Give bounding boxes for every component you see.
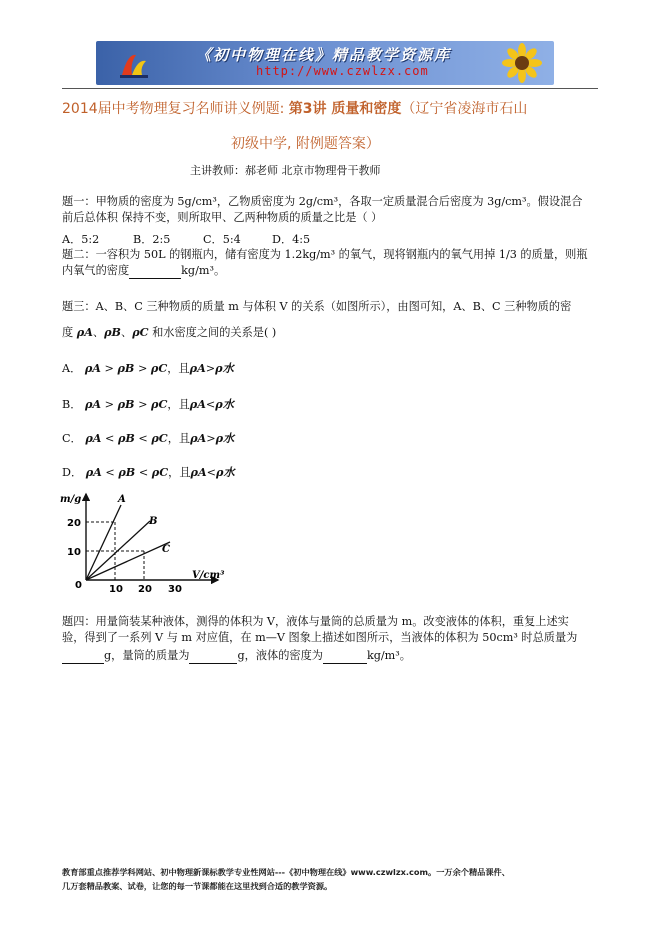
operator: < — [206, 466, 217, 479]
rho-term: ρ水 — [216, 465, 235, 479]
rho-b: ρB — [104, 325, 121, 339]
q2-answer-blank — [129, 266, 181, 279]
rho-term: ρ水 — [215, 397, 234, 411]
q3-line2-pre: 度 — [62, 326, 77, 339]
conjunction: ，且 — [167, 362, 190, 375]
footer-line2: 几万套精品教案、试卷，让您的每一节课都能在这里找到合适的教学资源。 — [62, 881, 333, 891]
rho-term: ρB — [117, 431, 135, 445]
title-part2: （辽宁省凌海市石山 — [401, 101, 528, 117]
q4-line2: 验，得到了一系列 V 与 m 对应值，在 m—V 图象上描述如图所示，当液体的体积为 50cm³ 时总质量为 — [62, 631, 578, 644]
rho-term: ρA — [85, 465, 102, 479]
q1-option-d: D．4:5 — [272, 233, 311, 246]
q1-line2: 前后总体积 保持不变，则所取甲、乙两种物质的质量之比是（ ） — [62, 211, 383, 224]
q1-option-b: B．2:5 — [133, 233, 171, 246]
rho-term: ρC — [151, 431, 168, 445]
sunflower-icon — [500, 43, 544, 83]
rho-term: ρB — [118, 465, 136, 479]
q4-blank-density — [323, 651, 367, 664]
line-a — [86, 505, 121, 580]
operator: < — [138, 466, 149, 479]
q3-sep-1: 、 — [92, 326, 105, 339]
header-rule — [62, 88, 598, 89]
option-label: D． — [62, 466, 83, 479]
q2-line2-pre: 内氧气的密度 — [62, 264, 130, 277]
rho-term: ρC — [151, 397, 168, 411]
line-c-label: C — [162, 544, 170, 555]
rho-term: ρA — [84, 397, 102, 411]
q2-line1: 题二：一容积为 50L 的钢瓶内，储有密度为 1.2kg/m³ 的氧气，现将钢瓶内的氧气用掉 1/3 的质量，则瓶 — [62, 248, 588, 261]
conjunction: ，且 — [168, 466, 191, 479]
rho-c: ρC — [132, 325, 149, 339]
rho-term: ρ水 — [215, 361, 234, 375]
rho-a: ρA — [76, 325, 93, 339]
line-c — [86, 542, 170, 580]
y-axis-label: m/g — [60, 494, 82, 505]
header-banner — [96, 41, 554, 85]
x-axis-label: V/cm³ — [192, 570, 225, 581]
q4-line3-a: g，量筒的质量为 — [104, 649, 190, 662]
y-tick-10: 10 — [67, 547, 81, 558]
rho-term: ρA — [189, 361, 206, 375]
q3-option-b — [62, 396, 234, 412]
line-b-label: B — [149, 516, 158, 527]
y-tick-20: 20 — [67, 518, 81, 529]
operator: > — [104, 362, 114, 375]
conjunction: ，且 — [167, 432, 191, 445]
rho-term: ρ水 — [215, 431, 235, 445]
q4-line1: 题四：用量筒装某种液体，测得的体积为 V，液体与量筒的总质量为 m。改变液体的体积，重复上述实 — [62, 615, 569, 628]
banner-title: 《初中物理在线》精品教学资源库 — [196, 46, 452, 64]
page-title-line2: 初级中学, 附例题答案） — [231, 136, 380, 152]
rho-term: ρB — [117, 397, 135, 411]
title-lesson: 第3讲 质量和密度 — [288, 101, 402, 117]
operator: > — [137, 362, 148, 375]
q1-option-c: C．5:4 — [203, 233, 241, 246]
q3-line2 — [62, 324, 276, 341]
q3-option-a — [62, 360, 234, 376]
line-b — [86, 521, 150, 580]
operator: < — [105, 466, 115, 479]
option-label: A． — [62, 362, 82, 375]
q3-option-d — [62, 464, 235, 480]
page-footer — [62, 865, 602, 893]
conjunction: ，且 — [167, 398, 190, 411]
operator: < — [138, 432, 148, 445]
q4-line3 — [62, 648, 411, 664]
operator: > — [206, 432, 216, 445]
operator: < — [105, 432, 115, 445]
footer-line1: 教育部重点推荐学科网站、初中物理新课标教学专业性网站---《初中物理在线》www.czwlzx.com。一万余个精品课件、 — [62, 867, 510, 877]
q4-line3-b: g，液体的密度为 — [237, 649, 323, 662]
rho-term: ρA — [190, 431, 207, 445]
site-logo-icon — [118, 49, 150, 79]
rho-term: ρA — [84, 361, 101, 375]
rho-term: ρC — [150, 361, 168, 375]
q2-line2 — [62, 263, 225, 279]
operator: > — [205, 362, 216, 375]
q4-line3-c: kg/m³。 — [366, 649, 411, 662]
q3-sep-2: 、 — [120, 326, 133, 339]
q4-blank-cylinder-mass — [189, 651, 237, 664]
option-label: B． — [62, 398, 82, 411]
operator: > — [104, 398, 115, 411]
q3-line2-post: 和水密度之间的关系是( ) — [148, 326, 277, 339]
operator: > — [138, 398, 148, 411]
operator: < — [205, 398, 216, 411]
x-tick-30: 30 — [168, 584, 182, 595]
mass-volume-graph — [58, 488, 228, 598]
q1-option-a: A．5:2 — [62, 233, 100, 246]
teacher-info: 主讲教师：郝老师 北京市物理骨干教师 — [190, 164, 381, 177]
q1-line1: 题一：甲物质的密度为 5g/cm³，乙物质密度为 2g/cm³，各取一定质量混合后密度为 3g/cm³。假设混合 — [62, 195, 583, 208]
line-a-label: A — [118, 494, 126, 505]
rho-term: ρA — [85, 431, 102, 445]
title-part1: 2014届中考物理复习名师讲义例题: — [62, 101, 289, 117]
q2-line2-post: kg/m³。 — [181, 264, 226, 277]
page-title — [62, 98, 527, 118]
x-tick-20: 20 — [138, 584, 152, 595]
option-label: C． — [62, 432, 82, 445]
x-tick-10: 10 — [109, 584, 123, 595]
q3-option-c — [62, 430, 234, 446]
origin-label: 0 — [75, 580, 82, 591]
rho-term: ρA — [190, 465, 207, 479]
rho-term: ρC — [151, 465, 169, 479]
rho-term: ρA — [189, 397, 206, 411]
rho-term: ρB — [117, 361, 135, 375]
banner-url: http://www.czwlzx.com — [256, 64, 429, 78]
q3-line1: 题三：A、B、C 三种物质的质量 m 与体积 V 的关系（如图所示），由图可知，A、B、C 三种物质的密 — [62, 300, 572, 313]
q4-blank-total-mass — [62, 651, 104, 664]
